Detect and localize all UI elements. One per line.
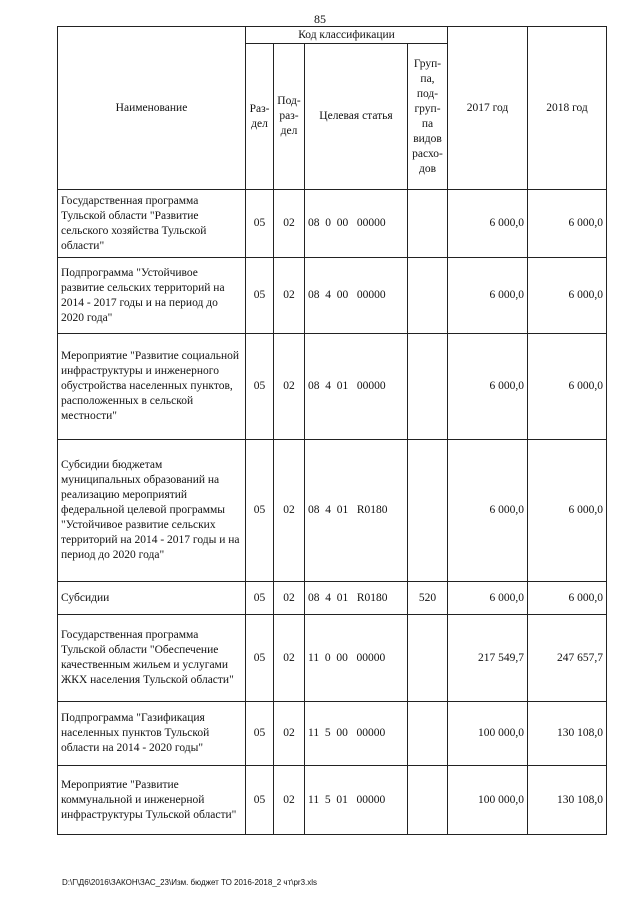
header-classification: Код классификации <box>246 27 448 44</box>
row-section: 05 <box>246 582 274 615</box>
file-path-footer: D:\Г\Д6\2016\ЗАКОН\ЗАС_23\Изм. бюджет ТО 2016-2018_2 чт\pr3.xls <box>62 878 318 887</box>
row-section: 05 <box>246 615 274 702</box>
row-subsection: 02 <box>274 582 305 615</box>
row-subsection: 02 <box>274 766 305 835</box>
row-2017: 100 000,0 <box>448 702 528 766</box>
table-row <box>58 440 607 582</box>
row-section: 05 <box>246 766 274 835</box>
row-name: Мероприятие "Развитие социальной инфраструктуры и инженерного обустройства населенных пунктов, расположенных в сельской местности" <box>58 334 246 440</box>
table-row <box>58 702 607 766</box>
row-group <box>408 615 448 702</box>
row-2017: 6 000,0 <box>448 190 528 258</box>
header-2018: 2018 год <box>528 27 607 190</box>
header-section: Раз- дел <box>246 44 274 190</box>
row-name: Государственная программа Тульской области "Развитие сельского хозяйства Тульской области" <box>58 190 246 258</box>
row-name: Подпрограмма "Устойчивое развитие сельских территорий на 2014 - 2017 годы и на период до 2020 года" <box>58 258 246 334</box>
row-section: 05 <box>246 702 274 766</box>
row-group <box>408 440 448 582</box>
row-section: 05 <box>246 258 274 334</box>
row-target: 08 4 00 00000 <box>305 258 408 334</box>
header-target: Целевая статья <box>305 44 408 190</box>
row-2017: 217 549,7 <box>448 615 528 702</box>
row-2018: 6 000,0 <box>528 440 607 582</box>
row-2018: 130 108,0 <box>528 766 607 835</box>
row-2018: 6 000,0 <box>528 582 607 615</box>
header-subsection: Под- раз- дел <box>274 44 305 190</box>
row-target: 08 0 00 00000 <box>305 190 408 258</box>
row-2018: 6 000,0 <box>528 334 607 440</box>
table-row <box>58 190 607 258</box>
row-subsection: 02 <box>274 702 305 766</box>
row-target: 11 0 00 00000 <box>305 615 408 702</box>
table-row <box>58 766 607 835</box>
row-group <box>408 190 448 258</box>
row-subsection: 02 <box>274 190 305 258</box>
row-2018: 6 000,0 <box>528 190 607 258</box>
row-name: Государственная программа Тульской области "Обеспечение качественным жильем и услугами ЖКХ населения Тульской области" <box>58 615 246 702</box>
header-name: Наименование <box>58 27 246 190</box>
row-group <box>408 334 448 440</box>
page-number: 85 <box>314 12 326 26</box>
row-target: 08 4 01 R0180 <box>305 440 408 582</box>
row-group: 520 <box>408 582 448 615</box>
row-2018: 130 108,0 <box>528 702 607 766</box>
table-row <box>58 582 607 615</box>
row-name: Субсидии бюджетам муниципальных образований на реализацию мероприятий федеральной целевой программы "Устойчивое развитие сельских территорий на 2014 - 2017 годы и на период до 2020 года" <box>58 440 246 582</box>
row-name: Подпрограмма "Газификация населенных пунктов Тульской области на 2014 - 2020 годы" <box>58 702 246 766</box>
header-group: Груп- па, под- груп- па видов расхо- дов <box>408 44 448 190</box>
row-group <box>408 258 448 334</box>
row-name: Субсидии <box>58 582 246 615</box>
row-section: 05 <box>246 440 274 582</box>
row-group <box>408 766 448 835</box>
row-section: 05 <box>246 190 274 258</box>
table-row <box>58 615 607 702</box>
row-target: 08 4 01 00000 <box>305 334 408 440</box>
row-group <box>408 702 448 766</box>
row-2017: 6 000,0 <box>448 582 528 615</box>
row-subsection: 02 <box>274 258 305 334</box>
budget-table <box>57 26 607 835</box>
row-subsection: 02 <box>274 440 305 582</box>
header-2017: 2017 год <box>448 27 528 190</box>
table-row <box>58 334 607 440</box>
row-2018: 247 657,7 <box>528 615 607 702</box>
row-name: Мероприятие "Развитие коммунальной и инженерной инфраструктуры Тульской области" <box>58 766 246 835</box>
row-subsection: 02 <box>274 615 305 702</box>
table-row <box>58 258 607 334</box>
row-2017: 100 000,0 <box>448 766 528 835</box>
row-2017: 6 000,0 <box>448 258 528 334</box>
row-target: 08 4 01 R0180 <box>305 582 408 615</box>
row-2018: 6 000,0 <box>528 258 607 334</box>
row-target: 11 5 00 00000 <box>305 702 408 766</box>
row-2017: 6 000,0 <box>448 334 528 440</box>
row-target: 11 5 01 00000 <box>305 766 408 835</box>
row-subsection: 02 <box>274 334 305 440</box>
row-section: 05 <box>246 334 274 440</box>
row-2017: 6 000,0 <box>448 440 528 582</box>
